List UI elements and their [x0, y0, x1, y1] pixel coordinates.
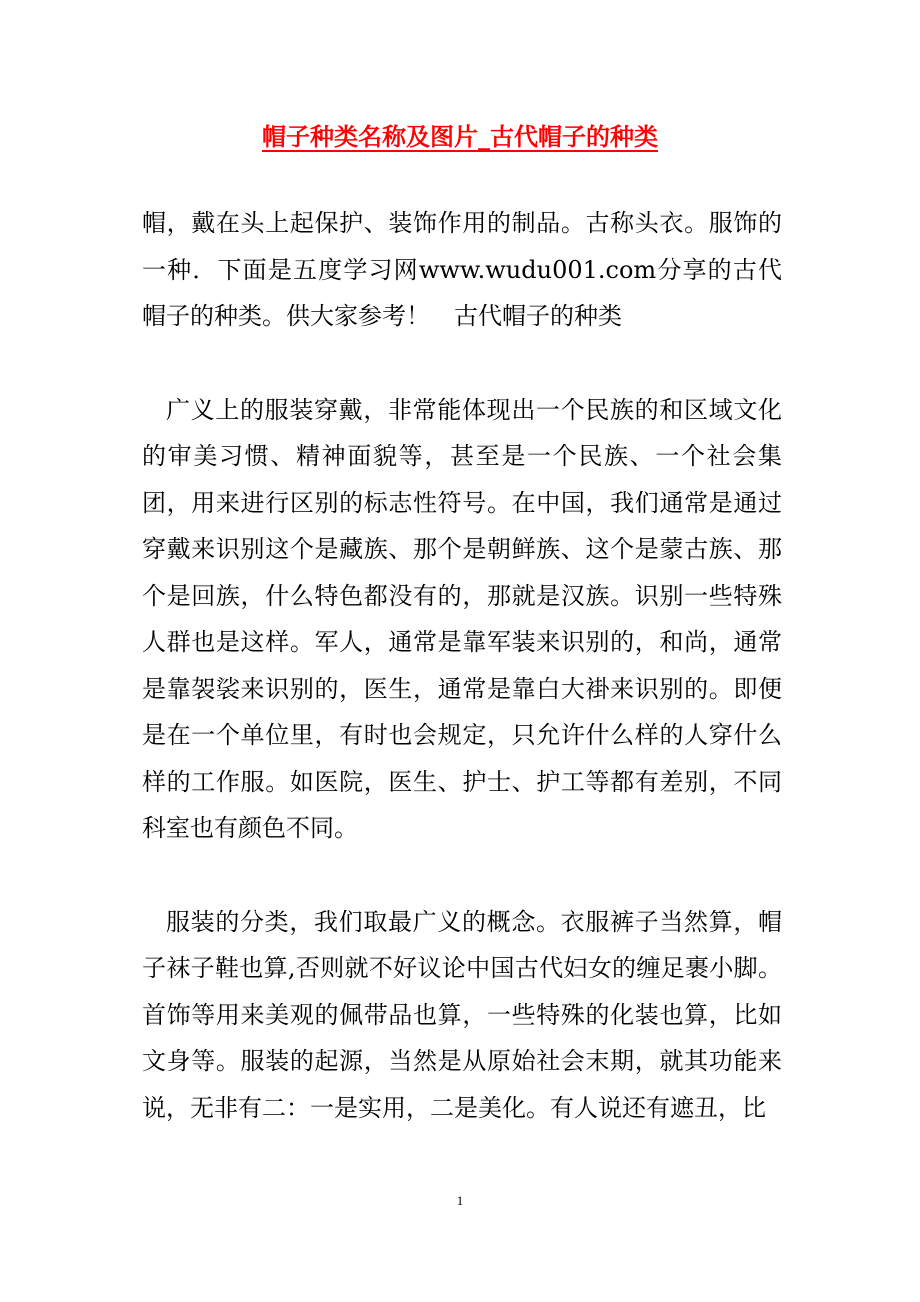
page-number: 1: [456, 1193, 464, 1208]
paragraph-clothing-culture: 广义上的服装穿戴，非常能体现出一个民族的和区域文化的审美习惯、精神面貌等，甚至是一个民族、一个社会集团，用来进行区别的标志性符号。在中国，我们通常是通过穿戴来识别这个是藏族、那个是朝鲜族、这个是蒙古族、那个是回族，什么特色都没有的，那就是汉族。识别一些特殊人群也是这样。军人，通常是靠军装来识别的，和尚，通常是靠袈裟来识别的，医生，通常是靠白大褂来识别的。即便是在一个单位里，有时也会规定，只允许什么样的人穿什么样的工作服。如医院，医生、护士、护工等都有差别，不同科室也有颜色不同。: [142, 395, 782, 842]
paragraph-clothing-classification: 服装的分类，我们取最广义的概念。衣服裤子当然算，帽子袜子鞋也算,否则就不好议论中国古代妇女的缠足裹小脚。首饰等用来美观的佩带品也算，一些特殊的化装也算，比如文身等。服装的起源，当然是从原始社会末期，就其功能来说，无非有二：一是实用，二是美化。有人说还有遮丑，比: [142, 907, 782, 1122]
document-title: 帽子种类名称及图片_古代帽子的种类: [262, 123, 658, 151]
document-body: [142, 200, 782, 1131]
paragraph-intro: 帽，戴在头上起保护、装饰作用的制品。古称头衣。服饰的一种．下面是五度学习网www.wudu001.com分享的古代帽子的种类。供大家参考！ 古代帽子的种类: [142, 209, 782, 330]
